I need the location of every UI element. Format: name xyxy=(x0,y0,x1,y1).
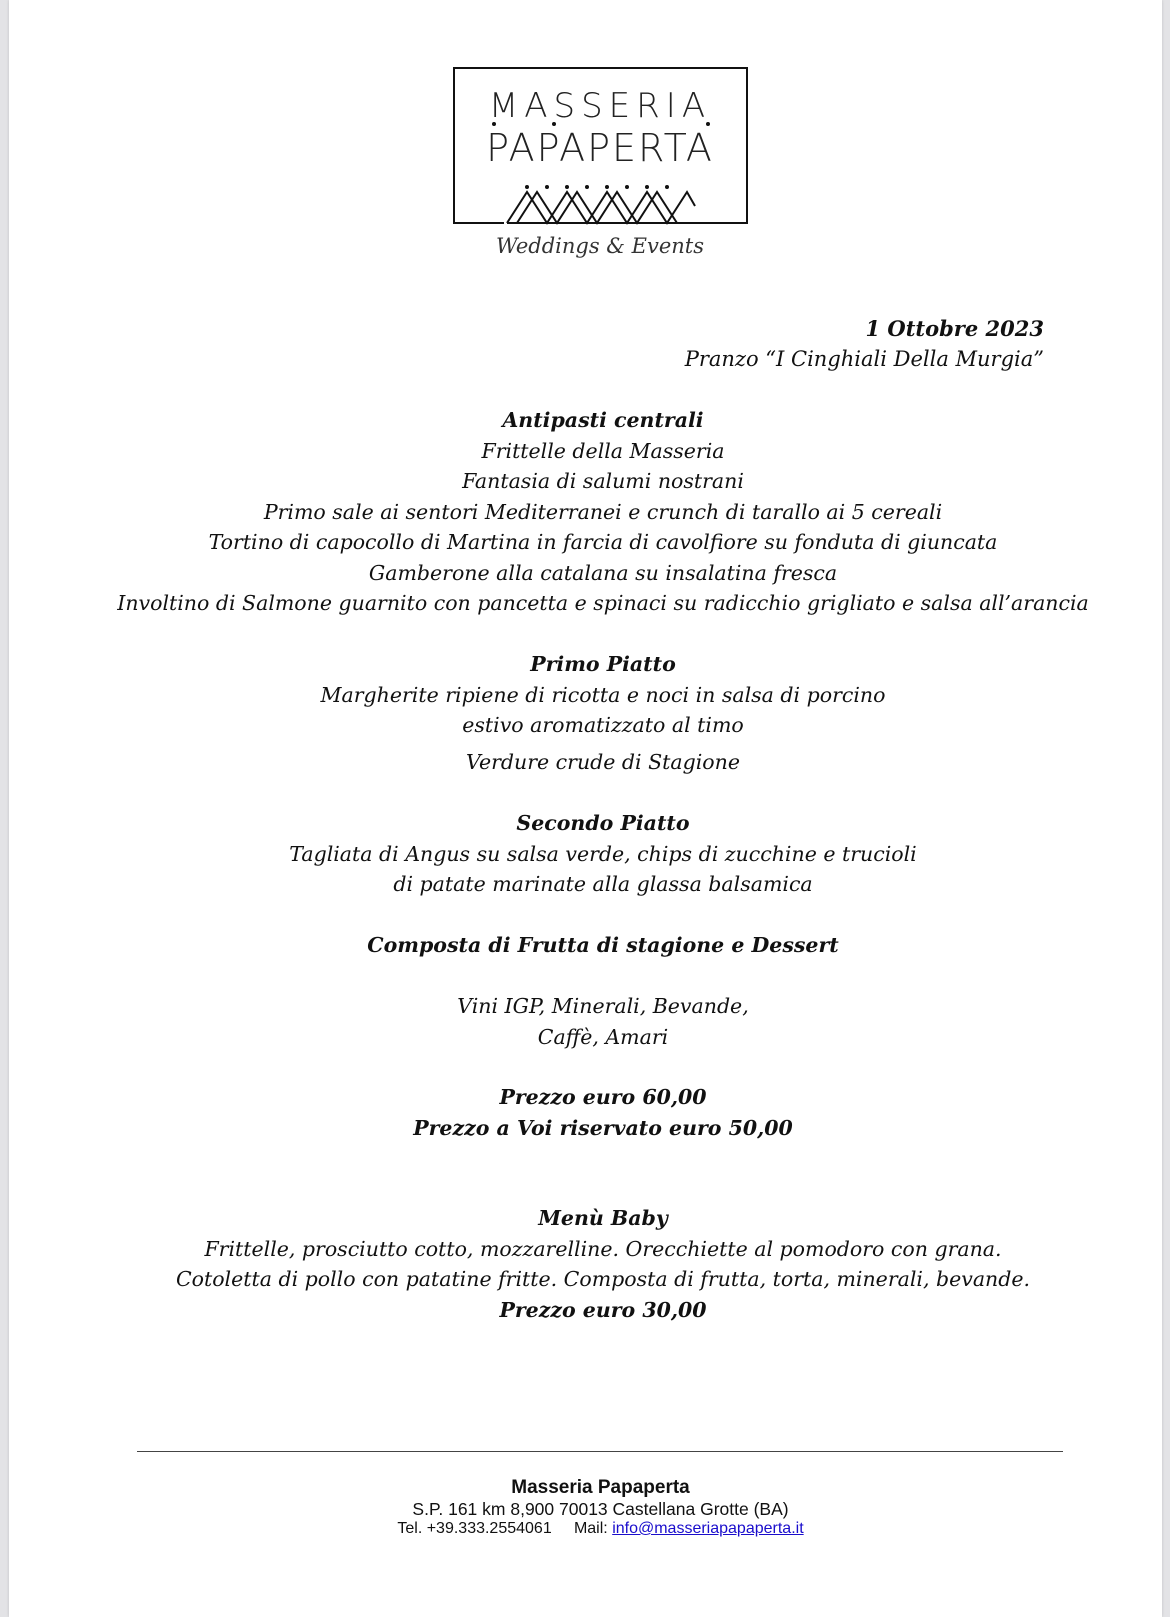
masseria-logo xyxy=(452,66,752,266)
reserved-price: Prezzo a Voi riservato euro 50,00 xyxy=(413,1115,793,1140)
logo-line-1: MASSERIA xyxy=(488,86,712,126)
price: Prezzo euro 60,00 xyxy=(499,1085,707,1109)
list-item: Frittelle della Masseria xyxy=(481,438,725,463)
secondo-title: Secondo Piatto xyxy=(516,811,690,835)
footer xyxy=(9,1477,1170,1538)
logo-line-2: PAPAPERTA xyxy=(486,126,714,170)
footer-company-name: Masseria Papaperta xyxy=(511,1477,690,1498)
list-item: Margherite ripiene di ricotta e noci in salsa di porcino xyxy=(320,682,886,707)
primo-title: Primo Piatto xyxy=(530,652,676,676)
secondo-section xyxy=(9,808,1170,900)
list-item: Fantasia di salumi nostrani xyxy=(462,469,744,493)
baby-section xyxy=(9,1203,1170,1325)
footer-address: S.P. 161 km 8,900 70013 Castellana Grotte (BA) xyxy=(412,1499,789,1519)
footer-contact xyxy=(9,1520,1170,1538)
event-name: Pranzo “I Cinghiali Della Murgia” xyxy=(684,347,1044,371)
list-item: di patate marinate alla glassa balsamica xyxy=(393,872,813,896)
list-item: Gamberone alla catalana su insalatina fresca xyxy=(368,560,838,585)
primo-section xyxy=(9,649,1170,777)
list-item: estivo aromatizzato al timo xyxy=(462,713,744,737)
list-item: Primo sale ai sentori Mediterranei e crunch di tarallo ai 5 cereali xyxy=(263,499,943,524)
dessert-section xyxy=(9,930,1170,961)
list-item: Involtino di Salmone guarnito con pancetta e spinaci su radicchio grigliato e salsa all’arancia xyxy=(117,591,1089,615)
event-header xyxy=(685,314,1044,374)
baby-title: Menù Baby xyxy=(538,1206,668,1230)
list-item: Tagliata di Angus su salsa verde, chips di zucchine e trucioli xyxy=(289,841,917,866)
drinks-section xyxy=(9,991,1170,1052)
menu-page xyxy=(9,0,1162,1617)
list-item: Cotoletta di pollo con patatine fritte. Composta di frutta, torta, minerali, bevande. xyxy=(175,1267,1031,1291)
antipasti-title: Antipasti centrali xyxy=(502,408,704,432)
list-item: Frittelle, prosciutto cotto, mozzarelline. Orecchiette al pomodoro con grana. xyxy=(204,1236,1002,1261)
footer-email-link[interactable]: info@masseriapapaperta.it xyxy=(612,1520,804,1537)
list-item: Caffè, Amari xyxy=(537,1024,669,1049)
footer-mail-label: Mail: xyxy=(573,1520,608,1537)
list-item: Verdure crude di Stagione xyxy=(466,749,740,774)
list-item: Vini IGP, Minerali, Bevande, xyxy=(457,994,749,1018)
antipasti-section xyxy=(9,405,1170,619)
dessert-title: Composta di Frutta di stagione e Dessert xyxy=(367,933,839,957)
footer-divider xyxy=(137,1451,1063,1452)
baby-price: Prezzo euro 30,00 xyxy=(499,1297,707,1322)
footer-phone: Tel. +39.333.2554061 xyxy=(397,1520,552,1537)
list-item: Tortino di capocollo di Martina in farcia di cavolfiore su fonduta di giuncata xyxy=(208,530,998,554)
prices-section xyxy=(9,1082,1170,1143)
logo-tagline: Weddings & Events xyxy=(495,234,705,258)
event-date: 1 Ottobre 2023 xyxy=(865,316,1044,341)
